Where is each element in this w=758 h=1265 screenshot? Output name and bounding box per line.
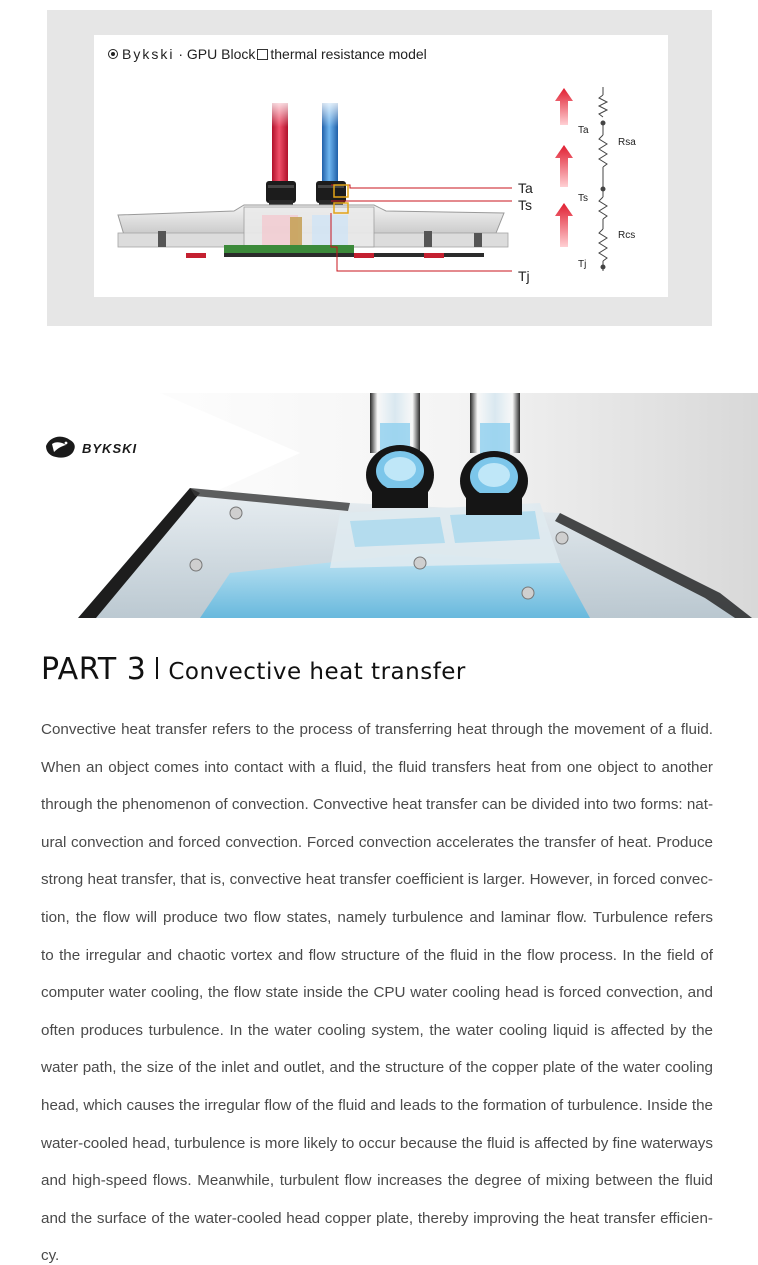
paragraph-line: Convective heat transfer refers to the process of transferring heat through the movement of a fluid. [41,721,713,738]
label-ta-left: Ta [578,125,589,136]
bykski-logo [44,432,154,462]
label-rsa: Rsa [618,137,636,148]
gpu-block-photo [0,393,758,618]
missing-glyph-box-icon [257,49,268,60]
paragraph-line: through the phenomenon of convection. Convective heat transfer can be divided into two forms: nat- [41,796,714,814]
paragraph-line: tion, the flow will produce two flow states, namely turbulence and laminar flow. Turbulence refers [41,908,713,926]
section-heading [41,652,466,687]
label-tj-right: Tj [518,268,530,284]
paragraph-line: ural convection and forced convection. Forced convection accelerates the transfer of heat. Produce [41,833,713,851]
gpu-block-body [118,205,508,258]
logo-text: BYKSKI [82,441,138,456]
paragraph-line: When an object comes into contact with a fluid, the fluid transfers heat from one object to another [41,758,713,776]
thermal-diagram [94,35,668,297]
paragraph-line: and the surface of the water-cooled head copper plate, thereby improving the heat transfer efficien- [41,1209,713,1227]
diagram-title: Bykski · GPU Block thermal resistance model [108,46,427,62]
label-tj-left: Tj [578,259,587,270]
paragraph-line: and high-speed flows. Meanwhile, turbulent flow increases the degree of mixing between the fluid [41,1172,713,1190]
body-paragraph [41,711,713,1265]
heat-arrow-middle [555,145,573,187]
label-rcs: Rcs [618,230,636,241]
paragraph-line: strong heat transfer, that is, convective heat transfer coefficient is larger. However, in forced convec- [41,871,713,889]
paragraph-line: to the irregular and chaotic vortex and flow structure of the fluid in the flow process. In the field of [41,946,713,964]
paragraph-line: head, which causes the irregular flow of the fluid and leads to the formation of turbulence. Inside the [41,1096,713,1114]
title-brand: Bykski [122,46,175,62]
paragraph-line: water path, the size of the inlet and outlet, and the structure of the copper plate of the water cooling [41,1059,713,1077]
label-ta-right: Ta [518,180,533,196]
title-suffix: thermal resistance model [270,46,427,62]
paragraph-line: cy. [41,1247,60,1265]
paragraph-line: water-cooled head, turbulence is more likely to occur because the fluid is affected by fine waterways [41,1134,713,1152]
paragraph-line: often produces turbulence. In the water cooling system, the water cooling liquid is affected by the [41,1021,713,1039]
section-title: Convective heat transfer [168,659,466,685]
label-ts-right: Ts [518,197,532,213]
diagram-panel [47,10,712,326]
heading-divider [156,657,158,679]
thermal-model-card [94,35,668,297]
product-banner [0,393,758,618]
resistor-chain [599,87,607,271]
label-ts-left: Ts [578,193,588,204]
part-label: PART 3 [41,652,147,687]
heat-arrow-bottom [555,203,573,247]
title-text: GPU Block [186,46,256,62]
heat-arrow-top [555,88,573,125]
target-bullet-icon [108,49,118,59]
paragraph-line: computer water cooling, the flow state inside the CPU water cooling head is forced convection, and [41,984,713,1002]
